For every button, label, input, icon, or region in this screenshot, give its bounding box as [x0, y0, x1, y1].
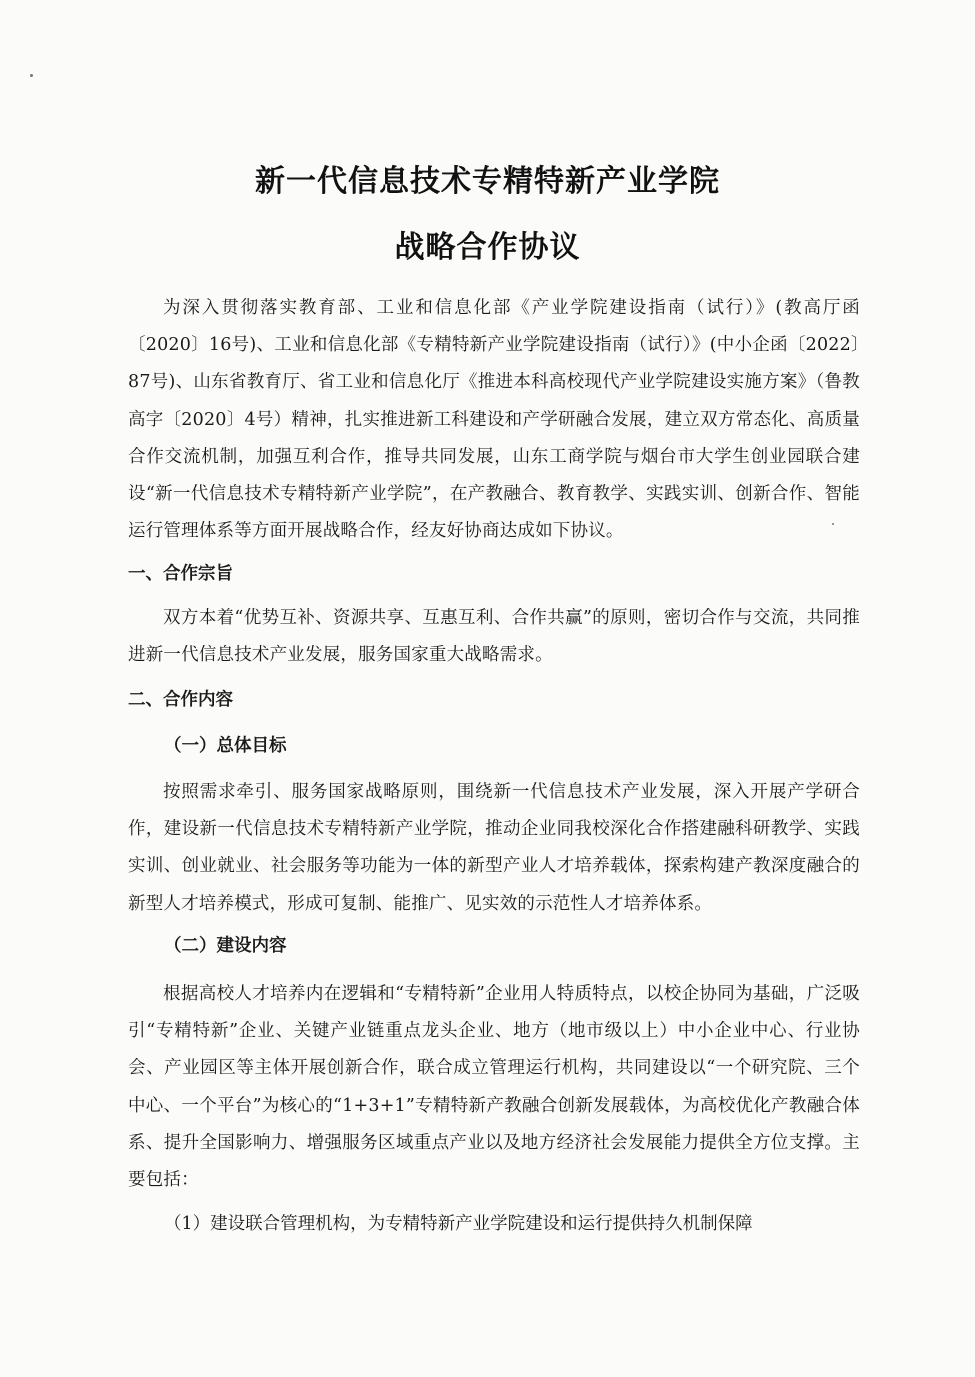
scan-speck — [30, 74, 33, 77]
subsection1-paragraph: 按照需求牵引、服务国家战略原则，围绕新一代信息技术产业发展，深入开展产学研合作，建设新一代信息技术专精特新产业学院，推动企业同我校深化合作搭建融科研教学、实践实训、创业就业、社会服务等功能为一体的新型产业人才培养载体，探索构建产教深度融合的新型人才培养模式，形成可复制、能推广、见实效的示范性人才培养体系。 — [128, 782, 860, 914]
intro-paragraph: 为深入贯彻落实教育部、工业和信息化部《产业学院建设指南（试行）》(教高厅函〔2020〕16号)、工业和信息化部《专精特新产业学院建设指南（试行）》(中小企函〔2022〕87号)、山东省教育厅、省工业和信息化厅《推进本科高校现代产业学院建设实施方案》（鲁教高字〔2020〕4号）精神，扎实推进新工科建设和产学研融合发展，建立双方常态化、高质量合作交流机制，加强互利合作，推导共同发展，山东工商学院与烟台市大学生创业园联合建设“新一代信息技术专精特新产业学院”，在产教融合、教育教学、实践实训、创新合作、智能运行管理体系等方面开展战略合作，经友好协商达成如下协议。 — [128, 298, 860, 542]
section1-paragraph: 双方本着“优势互补、资源共享、互惠互利、合作共赢”的原则，密切合作与交流，共同推进新一代信息技术产业发展，服务国家重大战略需求。 — [128, 608, 860, 666]
document-title-line1: 新一代信息技术专精特新产业学院 — [255, 164, 720, 199]
section1-heading: 一、合作宗旨 — [128, 564, 233, 584]
document-title-line2: 战略合作协议 — [394, 230, 581, 265]
section2-heading: 二、合作内容 — [128, 690, 233, 710]
list-item-1: （1）建设联合管理机构，为专精特新产业学院建设和运行提供持久机制保障 — [164, 1214, 753, 1234]
subsection1-heading: （一）总体目标 — [164, 736, 287, 756]
subsection2-heading: （二）建设内容 — [164, 936, 287, 956]
subsection2-paragraph: 根据高校人才培养内在逻辑和“专精特新”企业用人特质特点，以校企协同为基础，广泛吸引“专精特新”企业、关键产业链重点龙头企业、地方（地市级以上）中小企业中心、行业协会、产业园区等主体开展创新合作，联合成立管理运行机构，共同建设以“一个研究院、三个中心、一个平台”为核心的“1+3+1”专精特新产教融合创新发展载体，为高校优化产教融合体系、提升全国影响力、增强服务区域重点产业以及地方经济社会发展能力提供全方位支撑。主要包括： — [128, 984, 860, 1191]
